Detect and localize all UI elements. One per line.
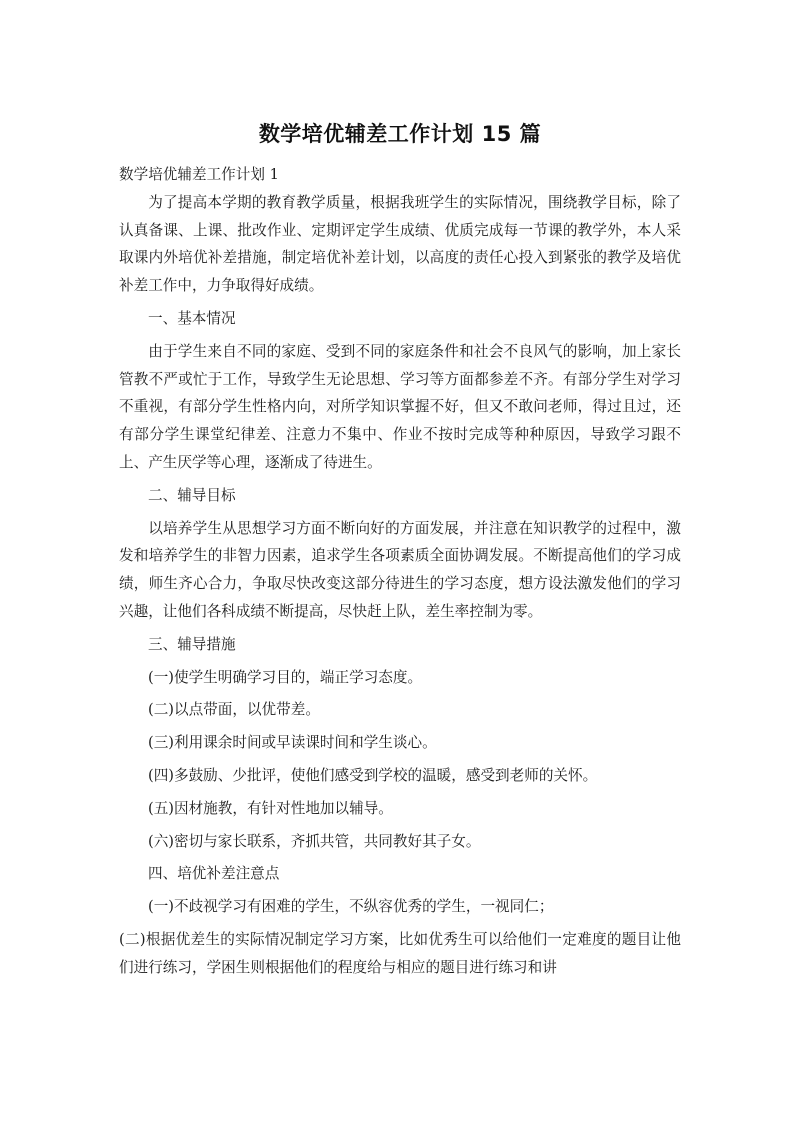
measure-item: (四)多鼓励、少批评，使他们感受到学校的温暖，感受到老师的关怀。	[148, 766, 598, 784]
measure-item: (六)密切与家长联系，齐抓共管，共同教好其子女。	[148, 832, 481, 850]
plan-subtitle: 数学培优辅差工作计划 1	[119, 166, 279, 183]
measure-item: (二)以点带面，以优带差。	[148, 701, 320, 719]
section-heading-tutoring-measures: 三、辅导措施	[148, 635, 236, 653]
section-heading-notes: 四、培优补差注意点	[148, 865, 280, 883]
intro-paragraph: 为了提高本学期的教育教学质量，根据我班学生的实际情况，围绕教学目标，除了认真备课、上课、批改作业、定期评定学生成绩、优质完成每一节课的教学外，本人采取课内外培优补差措施，制定培优补差计划，以高度的责任心投入到紧张的教学及培优补差工作中，力争取得好成绩。	[119, 193, 681, 295]
note-item: (一)不歧视学习有困难的学生，不纵容优秀的学生，一视同仁；	[148, 898, 554, 916]
section-paragraph-basic-situation: 由于学生来自不同的家庭、受到不同的家庭条件和社会不良风气的影响，加上家长管教不严或忙于工作，导致学生无论思想、学习等方面都参差不齐。有部分学生对学习不重视，有部分学生性格内向，对所学知识掌握不好，但又不敢问老师，得过且过，还有部分学生课堂纪律差、注意力不集中、作业不按时完成等种种原因，导致学习跟不上、产生厌学等心理，逐渐成了待进生。	[119, 342, 681, 471]
measure-item: (一)使学生明确学习目的，端正学习态度。	[148, 668, 423, 686]
section-heading-tutoring-goals: 二、辅导目标	[148, 486, 236, 504]
document-title: 数学培优辅差工作计划 15 篇	[258, 122, 542, 146]
measure-item: (五)因材施教，有针对性地加以辅导。	[148, 799, 393, 817]
note-item: (二)根据优差生的实际情况制定学习方案，比如优秀生可以给他们一定难度的题目让他们进行练习，学困生则根据他们的程度给与相应的题目进行练习和讲	[119, 930, 681, 976]
section-paragraph-tutoring-goals: 以培养学生从思想学习方面不断向好的方面发展，并注意在知识教学的过程中，激发和培养学生的非智力因素，追求学生各项素质全面协调发展。不断提高他们的学习成绩，师生齐心合力，争取尽快改变这部分待进生的学习态度，想方设法激发他们的学习兴趣，让他们各科成绩不断提高，尽快赶上队，差生率控制为零。	[119, 519, 681, 620]
section-heading-basic-situation: 一、基本情况	[148, 309, 236, 327]
document-body	[119, 161, 681, 982]
measure-item: (三)利用课余时间或早读课时间和学生谈心。	[148, 734, 437, 752]
